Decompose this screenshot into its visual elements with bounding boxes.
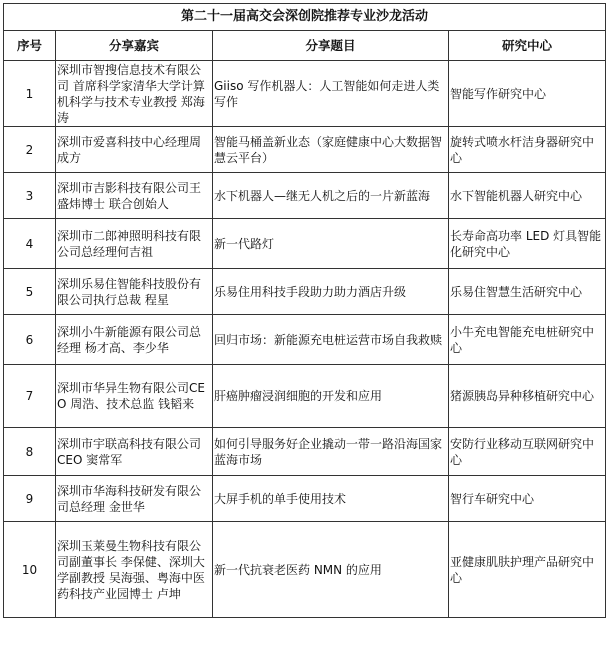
topic-cell: 新一代路灯 (213, 219, 449, 269)
center-cell: 猪源胰岛异种移植研究中心 (449, 365, 606, 428)
table-row (4, 315, 606, 365)
topic-cell: Giiso 写作机器人：人工智能如何走进人类写作 (213, 61, 449, 127)
table-title: 第二十一届高交会深创院推荐专业沙龙活动 (4, 4, 606, 31)
row-number: 7 (4, 365, 56, 428)
table-row (4, 522, 606, 618)
center-cell: 小牛充电智能充电桩研究中心 (449, 315, 606, 365)
header-row (4, 31, 606, 61)
guest-cell: 深圳市华海科技研发有限公司总经理 金世华 (56, 476, 213, 522)
guest-cell: 深圳市吉影科技有限公司王盛炜博士 联合创始人 (56, 173, 213, 219)
center-cell: 智行车研究中心 (449, 476, 606, 522)
row-number: 10 (4, 522, 56, 618)
center-cell: 旋转式喷水杆洁身器研究中心 (449, 127, 606, 173)
table-row (4, 173, 606, 219)
topic-cell: 新一代抗衰老医药 NMN 的应用 (213, 522, 449, 618)
topic-cell: 智能马桶盖新业态（家庭健康中心大数据智慧云平台） (213, 127, 449, 173)
guest-cell: 深圳市二郎神照明科技有限公司总经理何吉祖 (56, 219, 213, 269)
salon-schedule-table (3, 3, 606, 618)
row-number: 5 (4, 269, 56, 315)
table-row (4, 365, 606, 428)
row-number: 6 (4, 315, 56, 365)
table-row (4, 127, 606, 173)
topic-cell: 乐易住用科技手段助力助力酒店升级 (213, 269, 449, 315)
row-number: 2 (4, 127, 56, 173)
center-cell: 水下智能机器人研究中心 (449, 173, 606, 219)
title-row (4, 4, 606, 31)
table-row (4, 428, 606, 476)
guest-cell: 深圳市宇联高科技有限公司 CEO 窦常军 (56, 428, 213, 476)
guest-cell: 深圳市爱喜科技中心经理周成方 (56, 127, 213, 173)
topic-cell: 水下机器人—继无人机之后的一片新蓝海 (213, 173, 449, 219)
center-cell: 亚健康肌肤护理产品研究中心 (449, 522, 606, 618)
header-no: 序号 (4, 31, 56, 61)
table-row (4, 219, 606, 269)
guest-cell: 深圳市智搜信息技术有限公司 首席科学家清华大学计算机科学与技术专业教授 郑海涛 (56, 61, 213, 127)
header-topic: 分享题目 (213, 31, 449, 61)
topic-cell: 如何引导服务好企业撬动一带一路沿海国家蓝海市场 (213, 428, 449, 476)
topic-cell: 肝癌肿瘤浸润细胞的开发和应用 (213, 365, 449, 428)
row-number: 3 (4, 173, 56, 219)
center-cell: 长寿命高功率 LED 灯具智能化研究中心 (449, 219, 606, 269)
table-row (4, 61, 606, 127)
topic-cell: 回归市场：新能源充电桩运营市场自我救赎 (213, 315, 449, 365)
guest-cell: 深圳小牛新能源有限公司总经理 杨才高、李少华 (56, 315, 213, 365)
table-row (4, 269, 606, 315)
row-number: 4 (4, 219, 56, 269)
row-number: 1 (4, 61, 56, 127)
table-row (4, 476, 606, 522)
topic-cell: 大屏手机的单手使用技术 (213, 476, 449, 522)
guest-cell: 深圳乐易住智能科技股份有限公司执行总裁 程星 (56, 269, 213, 315)
guest-cell: 深圳玉莱曼生物科技有限公司副董事长 李保健、深圳大学副教授 吴海强、粤海中医药科技产业园博士 卢坤 (56, 522, 213, 618)
guest-cell: 深圳市华异生物有限公司CEO 周浩、技术总监 钱韬来 (56, 365, 213, 428)
row-number: 8 (4, 428, 56, 476)
row-number: 9 (4, 476, 56, 522)
center-cell: 安防行业移动互联网研究中心 (449, 428, 606, 476)
center-cell: 智能写作研究中心 (449, 61, 606, 127)
center-cell: 乐易住智慧生活研究中心 (449, 269, 606, 315)
header-center: 研究中心 (449, 31, 606, 61)
header-guest: 分享嘉宾 (56, 31, 213, 61)
